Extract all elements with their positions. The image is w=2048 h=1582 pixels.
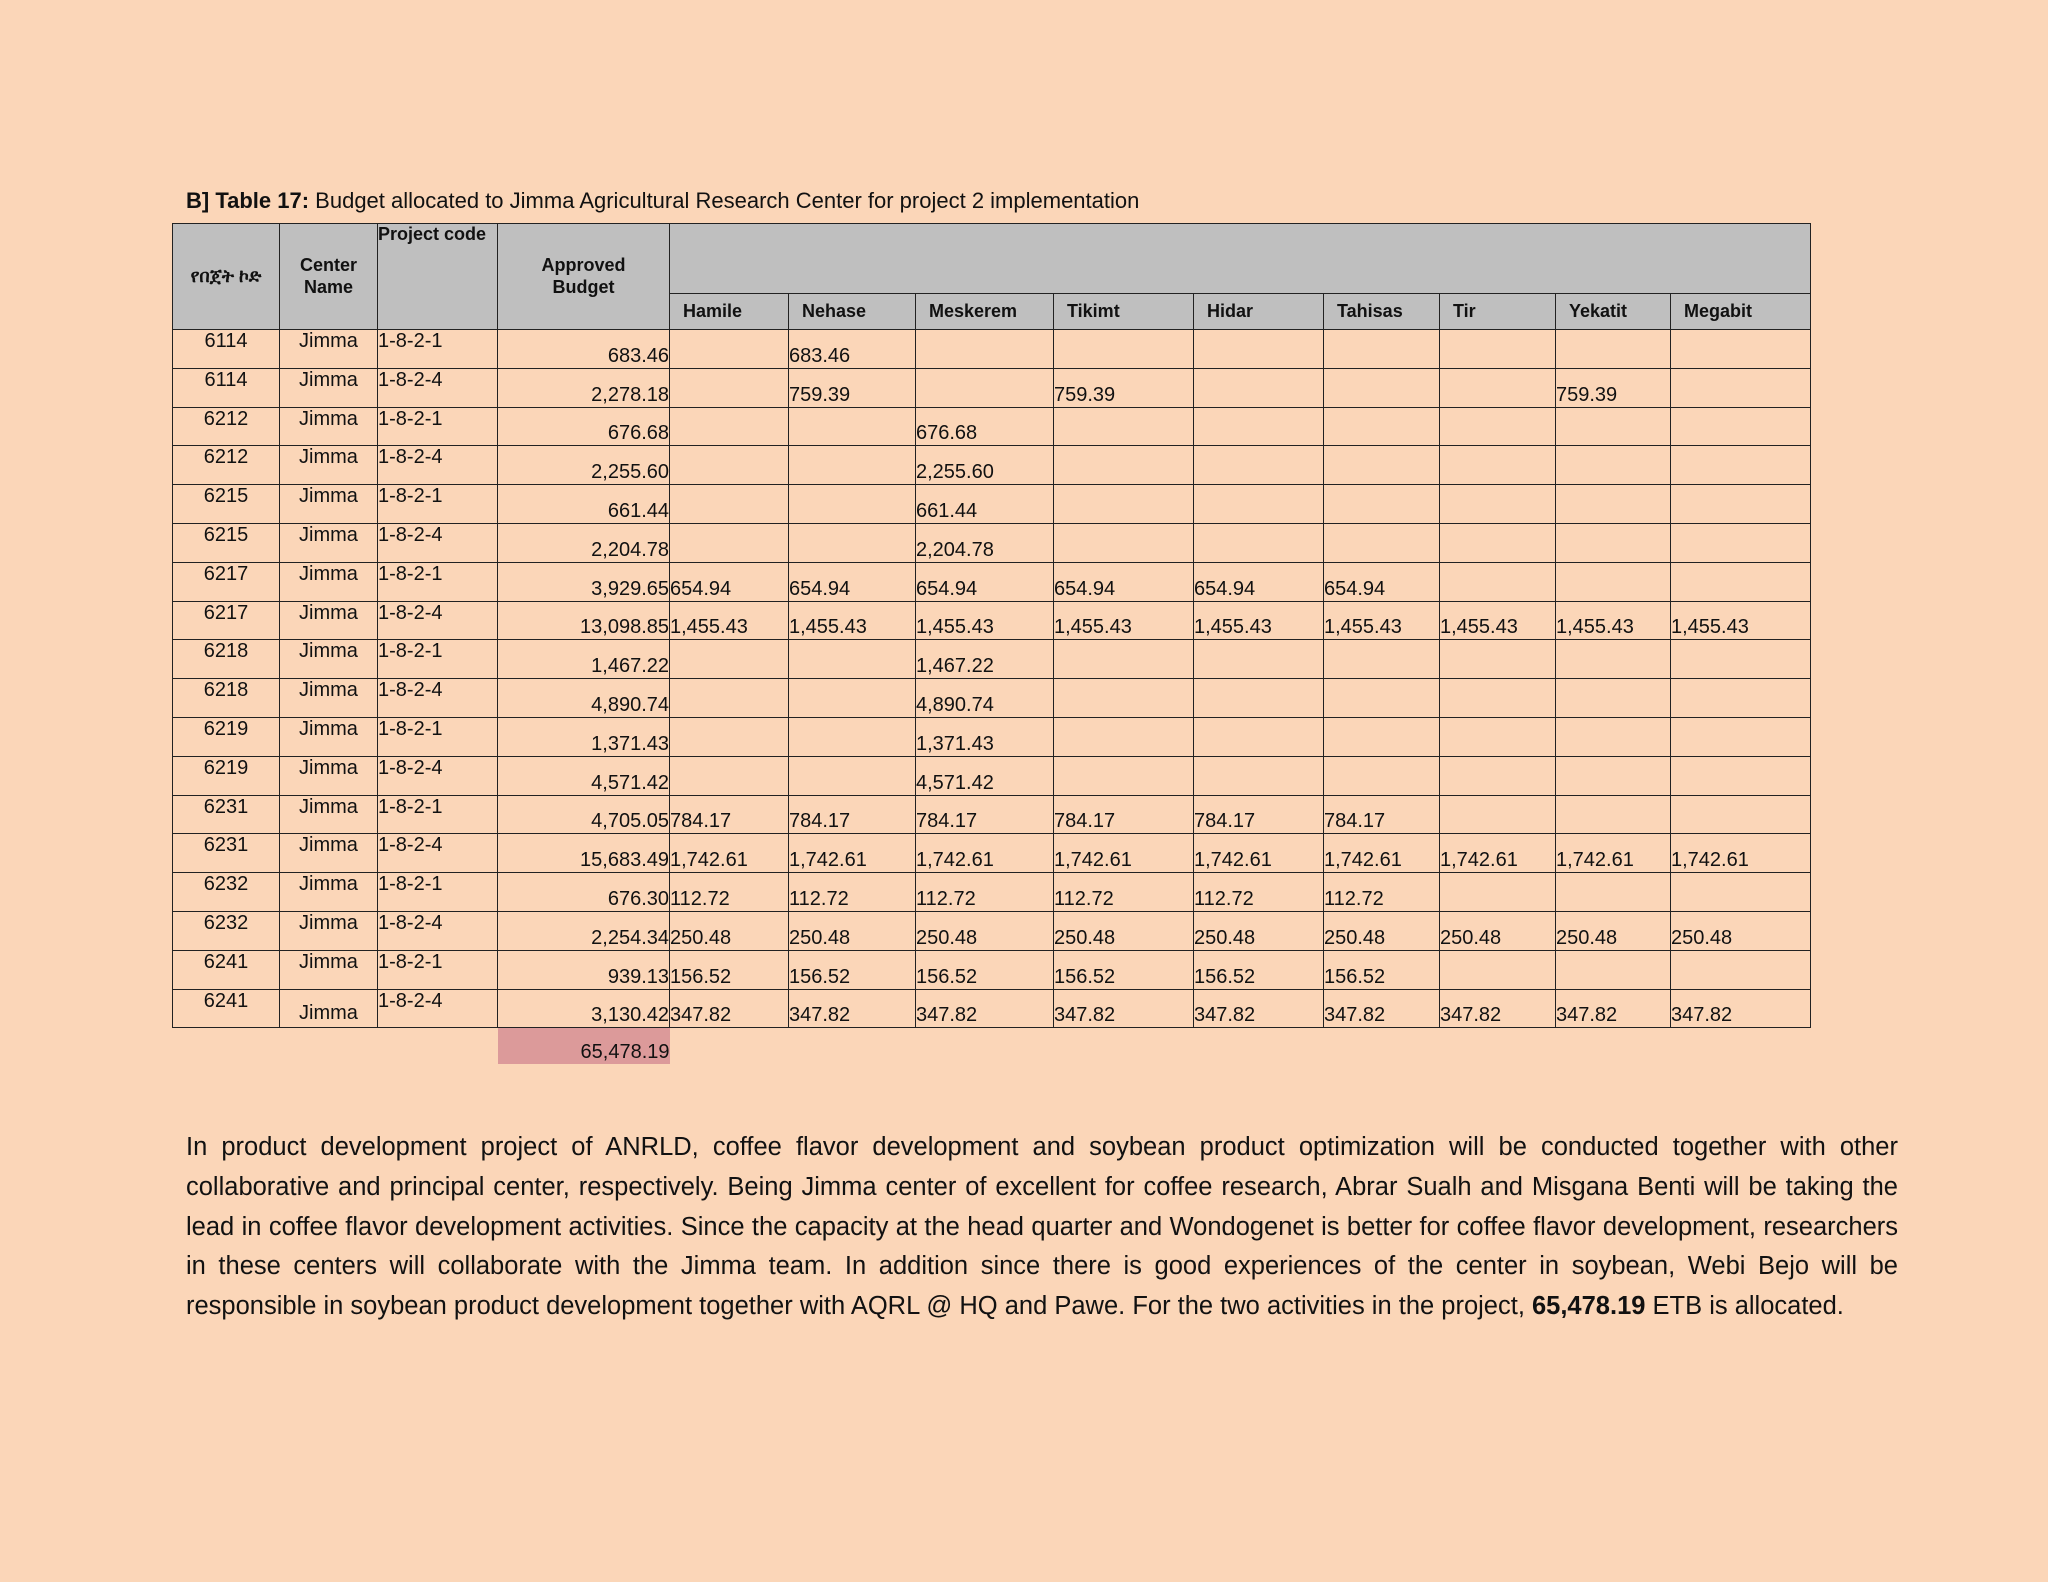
- month-amount-cell: [670, 407, 789, 446]
- month-amount-cell: [1671, 717, 1811, 756]
- center-name-cell: Jimma: [280, 756, 378, 795]
- budget-code-cell: 6241: [173, 989, 280, 1028]
- month-amount-cell: [1324, 523, 1440, 562]
- project-code-cell: 1-8-2-4: [378, 523, 498, 562]
- month-amount-cell: 112.72: [1194, 873, 1324, 912]
- month-amount-cell: [1324, 330, 1440, 369]
- center-name-cell: Jimma: [280, 679, 378, 718]
- budget-code-cell: 6215: [173, 485, 280, 524]
- month-amount-cell: [1194, 368, 1324, 407]
- header-month-megabit: Megabit: [1671, 294, 1811, 330]
- month-amount-cell: [1671, 795, 1811, 834]
- budget-code-cell: 6231: [173, 795, 280, 834]
- month-amount-cell: 1,742.61: [670, 834, 789, 873]
- total-spacer: [378, 1028, 498, 1064]
- budget-code-cell: 6215: [173, 523, 280, 562]
- month-amount-cell: 1,455.43: [1324, 601, 1440, 640]
- month-amount-cell: 654.94: [1054, 562, 1194, 601]
- month-amount-cell: [1440, 756, 1556, 795]
- budget-code-cell: 6212: [173, 446, 280, 485]
- approved-budget-cell: 4,890.74: [498, 679, 670, 718]
- month-amount-cell: 1,742.61: [1194, 834, 1324, 873]
- approved-budget-cell: 15,683.49: [498, 834, 670, 873]
- month-amount-cell: [789, 407, 916, 446]
- project-code-cell: 1-8-2-4: [378, 446, 498, 485]
- approved-budget-cell: 683.46: [498, 330, 670, 369]
- month-amount-cell: 347.82: [916, 989, 1054, 1028]
- month-amount-cell: [670, 679, 789, 718]
- month-amount-cell: 250.48: [670, 911, 789, 950]
- approved-budget-cell: 2,204.78: [498, 523, 670, 562]
- center-name-cell: Jimma: [280, 485, 378, 524]
- month-amount-cell: 250.48: [1054, 911, 1194, 950]
- month-amount-cell: 661.44: [916, 485, 1054, 524]
- table-caption-text: Budget allocated to Jimma Agricultural Research Center for project 2 implementation: [309, 188, 1140, 213]
- month-amount-cell: 1,467.22: [916, 640, 1054, 679]
- budget-code-cell: 6232: [173, 873, 280, 912]
- approved-budget-cell: 676.30: [498, 873, 670, 912]
- table-row: [173, 989, 1811, 1028]
- month-amount-cell: [1440, 407, 1556, 446]
- month-amount-cell: 1,455.43: [670, 601, 789, 640]
- month-amount-cell: [1194, 640, 1324, 679]
- month-amount-cell: 784.17: [1054, 795, 1194, 834]
- table-row: [173, 485, 1811, 524]
- month-amount-cell: 347.82: [789, 989, 916, 1028]
- month-amount-cell: [1194, 717, 1324, 756]
- total-spacer: [280, 1028, 378, 1064]
- table-row: [173, 873, 1811, 912]
- header-project-code: Project code: [378, 224, 498, 330]
- month-amount-cell: 2,255.60: [916, 446, 1054, 485]
- month-amount-cell: [1054, 407, 1194, 446]
- month-amount-cell: [1671, 523, 1811, 562]
- approved-budget-cell: 1,371.43: [498, 717, 670, 756]
- month-amount-cell: [1556, 950, 1671, 989]
- month-amount-cell: 347.82: [670, 989, 789, 1028]
- month-amount-cell: [1671, 330, 1811, 369]
- month-amount-cell: [1194, 679, 1324, 718]
- month-amount-cell: 250.48: [1324, 911, 1440, 950]
- month-amount-cell: 112.72: [916, 873, 1054, 912]
- month-amount-cell: [1556, 795, 1671, 834]
- month-amount-cell: [1194, 485, 1324, 524]
- month-amount-cell: [1440, 446, 1556, 485]
- table-caption-prefix: B] Table 17:: [186, 188, 310, 213]
- project-code-cell: 1-8-2-4: [378, 368, 498, 407]
- month-amount-cell: [670, 640, 789, 679]
- month-amount-cell: 654.94: [1324, 562, 1440, 601]
- month-amount-cell: 1,742.61: [789, 834, 916, 873]
- month-amount-cell: 347.82: [1671, 989, 1811, 1028]
- month-amount-cell: 1,455.43: [916, 601, 1054, 640]
- center-name-cell: Jimma: [280, 523, 378, 562]
- project-code-cell: 1-8-2-4: [378, 989, 498, 1028]
- month-amount-cell: 347.82: [1556, 989, 1671, 1028]
- table-row: [173, 640, 1811, 679]
- month-amount-cell: 2,204.78: [916, 523, 1054, 562]
- project-code-cell: 1-8-2-4: [378, 834, 498, 873]
- header-month-tahisas: Tahisas: [1324, 294, 1440, 330]
- month-amount-cell: [1556, 446, 1671, 485]
- month-amount-cell: [1556, 562, 1671, 601]
- month-amount-cell: 156.52: [916, 950, 1054, 989]
- month-amount-cell: 156.52: [1194, 950, 1324, 989]
- table-row: [173, 601, 1811, 640]
- month-amount-cell: [1194, 523, 1324, 562]
- approved-budget-cell: 13,098.85: [498, 601, 670, 640]
- budget-code-cell: 6217: [173, 601, 280, 640]
- month-amount-cell: [1556, 330, 1671, 369]
- total-row: [173, 1028, 1811, 1064]
- project-code-cell: 1-8-2-4: [378, 756, 498, 795]
- month-amount-cell: [1054, 523, 1194, 562]
- month-amount-cell: [1671, 640, 1811, 679]
- project-code-cell: 1-8-2-1: [378, 873, 498, 912]
- budget-code-cell: 6212: [173, 407, 280, 446]
- table-row: [173, 795, 1811, 834]
- budget-code-cell: 6219: [173, 756, 280, 795]
- month-amount-cell: 250.48: [1194, 911, 1324, 950]
- month-amount-cell: 1,455.43: [1671, 601, 1811, 640]
- month-amount-cell: [789, 485, 916, 524]
- month-amount-cell: [670, 523, 789, 562]
- month-amount-cell: [1054, 756, 1194, 795]
- month-amount-cell: [1671, 368, 1811, 407]
- approved-budget-cell: 4,571.42: [498, 756, 670, 795]
- month-amount-cell: [1054, 640, 1194, 679]
- total-spacer: [670, 1028, 1811, 1064]
- month-amount-cell: [1324, 640, 1440, 679]
- month-amount-cell: 759.39: [1054, 368, 1194, 407]
- table-row: [173, 562, 1811, 601]
- month-amount-cell: [670, 756, 789, 795]
- month-amount-cell: 250.48: [916, 911, 1054, 950]
- month-amount-cell: [916, 368, 1054, 407]
- project-code-cell: 1-8-2-1: [378, 640, 498, 679]
- month-amount-cell: [1054, 717, 1194, 756]
- table-body: [173, 330, 1811, 1028]
- month-amount-cell: 156.52: [1054, 950, 1194, 989]
- month-amount-cell: [1054, 446, 1194, 485]
- month-amount-cell: [1440, 795, 1556, 834]
- project-code-cell: 1-8-2-1: [378, 330, 498, 369]
- month-amount-cell: 1,455.43: [1054, 601, 1194, 640]
- month-amount-cell: [1671, 873, 1811, 912]
- header-month-tikimt: Tikimt: [1054, 294, 1194, 330]
- approved-budget-cell: 2,255.60: [498, 446, 670, 485]
- month-amount-cell: 759.39: [1556, 368, 1671, 407]
- month-amount-cell: [1440, 562, 1556, 601]
- project-code-cell: 1-8-2-4: [378, 679, 498, 718]
- month-amount-cell: [1440, 485, 1556, 524]
- month-amount-cell: [670, 717, 789, 756]
- header-row: [173, 224, 1811, 294]
- month-amount-cell: [1440, 873, 1556, 912]
- month-amount-cell: 156.52: [670, 950, 789, 989]
- approved-budget-cell: 939.13: [498, 950, 670, 989]
- month-amount-cell: [1324, 368, 1440, 407]
- month-amount-cell: 784.17: [1324, 795, 1440, 834]
- month-amount-cell: 683.46: [789, 330, 916, 369]
- month-amount-cell: 250.48: [1556, 911, 1671, 950]
- month-amount-cell: 250.48: [1671, 911, 1811, 950]
- month-amount-cell: [1440, 679, 1556, 718]
- month-amount-cell: 759.39: [789, 368, 916, 407]
- center-name-cell: Jimma: [280, 601, 378, 640]
- month-amount-cell: [1440, 717, 1556, 756]
- total-approved-budget: 65,478.19: [498, 1028, 670, 1064]
- budget-code-cell: 6218: [173, 679, 280, 718]
- project-code-cell: 1-8-2-1: [378, 717, 498, 756]
- table-row: [173, 330, 1811, 369]
- month-amount-cell: 654.94: [670, 562, 789, 601]
- month-amount-cell: [1556, 873, 1671, 912]
- month-amount-cell: [1440, 523, 1556, 562]
- month-amount-cell: [1556, 756, 1671, 795]
- budget-code-cell: 6219: [173, 717, 280, 756]
- header-budget-code: የበጀት ኮድ: [173, 224, 280, 330]
- month-amount-cell: [1440, 330, 1556, 369]
- month-amount-cell: 4,571.42: [916, 756, 1054, 795]
- month-amount-cell: 676.68: [916, 407, 1054, 446]
- month-amount-cell: [1440, 368, 1556, 407]
- month-amount-cell: 1,742.61: [1440, 834, 1556, 873]
- table-row: [173, 950, 1811, 989]
- month-amount-cell: 654.94: [1194, 562, 1324, 601]
- center-name-cell: Jimma: [280, 446, 378, 485]
- month-amount-cell: [1556, 523, 1671, 562]
- month-amount-cell: [1671, 562, 1811, 601]
- month-amount-cell: 156.52: [1324, 950, 1440, 989]
- month-amount-cell: [1671, 756, 1811, 795]
- month-amount-cell: [1194, 407, 1324, 446]
- month-amount-cell: [670, 485, 789, 524]
- month-amount-cell: [789, 756, 916, 795]
- header-month-hamile: Hamile: [670, 294, 789, 330]
- budget-code-cell: 6232: [173, 911, 280, 950]
- center-name-cell: Jimma: [280, 834, 378, 873]
- table-row: [173, 911, 1811, 950]
- month-amount-cell: 1,455.43: [1440, 601, 1556, 640]
- month-amount-cell: [789, 717, 916, 756]
- month-amount-cell: 112.72: [789, 873, 916, 912]
- center-name-cell: Jimma: [280, 368, 378, 407]
- month-amount-cell: [1324, 717, 1440, 756]
- month-amount-cell: 347.82: [1324, 989, 1440, 1028]
- approved-budget-cell: 1,467.22: [498, 640, 670, 679]
- table-row: [173, 407, 1811, 446]
- month-amount-cell: 1,742.61: [1324, 834, 1440, 873]
- month-amount-cell: [1556, 407, 1671, 446]
- month-amount-cell: [1054, 485, 1194, 524]
- center-name-cell: Jimma: [280, 911, 378, 950]
- month-amount-cell: [1556, 485, 1671, 524]
- month-amount-cell: [1054, 679, 1194, 718]
- approved-budget-cell: 2,278.18: [498, 368, 670, 407]
- month-amount-cell: [1194, 446, 1324, 485]
- table-row: [173, 834, 1811, 873]
- month-amount-cell: 347.82: [1440, 989, 1556, 1028]
- table-caption: [186, 188, 1139, 214]
- month-amount-cell: [1324, 407, 1440, 446]
- month-amount-cell: [789, 640, 916, 679]
- month-amount-cell: 1,455.43: [789, 601, 916, 640]
- month-amount-cell: 1,742.61: [916, 834, 1054, 873]
- month-amount-cell: 784.17: [916, 795, 1054, 834]
- month-amount-cell: 112.72: [670, 873, 789, 912]
- budget-code-cell: 6114: [173, 330, 280, 369]
- approved-budget-cell: 3,929.65: [498, 562, 670, 601]
- center-name-cell: Jimma: [280, 717, 378, 756]
- month-amount-cell: 1,742.61: [1054, 834, 1194, 873]
- month-amount-cell: [916, 330, 1054, 369]
- month-amount-cell: 250.48: [1440, 911, 1556, 950]
- center-name-cell: Jimma: [280, 795, 378, 834]
- header-month-hidar: Hidar: [1194, 294, 1324, 330]
- month-amount-cell: 4,890.74: [916, 679, 1054, 718]
- project-code-cell: 1-8-2-1: [378, 485, 498, 524]
- month-amount-cell: 1,371.43: [916, 717, 1054, 756]
- month-amount-cell: 112.72: [1324, 873, 1440, 912]
- month-amount-cell: 784.17: [1194, 795, 1324, 834]
- month-amount-cell: 250.48: [789, 911, 916, 950]
- month-amount-cell: [789, 679, 916, 718]
- approved-budget-cell: 2,254.34: [498, 911, 670, 950]
- header-month-yekatit: Yekatit: [1556, 294, 1671, 330]
- month-amount-cell: [1324, 679, 1440, 718]
- table-row: [173, 368, 1811, 407]
- project-code-cell: 1-8-2-4: [378, 601, 498, 640]
- paragraph-text-end: ETB is allocated.: [1645, 1292, 1844, 1321]
- month-amount-cell: 654.94: [789, 562, 916, 601]
- budget-table: [172, 223, 1811, 1064]
- month-amount-cell: 784.17: [670, 795, 789, 834]
- month-amount-cell: [1440, 640, 1556, 679]
- center-name-cell: Jimma: [280, 407, 378, 446]
- month-amount-cell: 1,742.61: [1556, 834, 1671, 873]
- approved-budget-cell: 661.44: [498, 485, 670, 524]
- month-amount-cell: 112.72: [1054, 873, 1194, 912]
- table-row: [173, 679, 1811, 718]
- budget-code-cell: 6217: [173, 562, 280, 601]
- month-amount-cell: [670, 368, 789, 407]
- header-months-group: [670, 224, 1811, 294]
- month-amount-cell: [1671, 679, 1811, 718]
- month-amount-cell: [1440, 950, 1556, 989]
- project-code-cell: 1-8-2-1: [378, 950, 498, 989]
- table-row: [173, 446, 1811, 485]
- approved-budget-cell: 4,705.05: [498, 795, 670, 834]
- month-amount-cell: [1556, 640, 1671, 679]
- month-amount-cell: [670, 446, 789, 485]
- header-approved-budget: Approved Budget: [498, 224, 670, 330]
- budget-code-cell: 6231: [173, 834, 280, 873]
- month-amount-cell: [1671, 485, 1811, 524]
- project-code-cell: 1-8-2-1: [378, 407, 498, 446]
- month-amount-cell: [789, 446, 916, 485]
- month-amount-cell: 1,455.43: [1556, 601, 1671, 640]
- month-amount-cell: 156.52: [789, 950, 916, 989]
- month-amount-cell: [1556, 717, 1671, 756]
- month-amount-cell: [1194, 330, 1324, 369]
- center-name-cell: Jimma: [280, 989, 378, 1028]
- month-amount-cell: [1556, 679, 1671, 718]
- header-month-meskerem: Meskerem: [916, 294, 1054, 330]
- description-paragraph: [186, 1128, 1898, 1327]
- month-amount-cell: [1194, 756, 1324, 795]
- center-name-cell: Jimma: [280, 562, 378, 601]
- center-name-cell: Jimma: [280, 330, 378, 369]
- month-amount-cell: 347.82: [1194, 989, 1324, 1028]
- month-amount-cell: [1324, 756, 1440, 795]
- budget-code-cell: 6241: [173, 950, 280, 989]
- month-amount-cell: 347.82: [1054, 989, 1194, 1028]
- month-amount-cell: [789, 523, 916, 562]
- table-row: [173, 717, 1811, 756]
- budget-code-cell: 6218: [173, 640, 280, 679]
- project-code-cell: 1-8-2-1: [378, 562, 498, 601]
- center-name-cell: Jimma: [280, 873, 378, 912]
- header-center-name: Center Name: [280, 224, 378, 330]
- month-amount-cell: 1,742.61: [1671, 834, 1811, 873]
- approved-budget-cell: 676.68: [498, 407, 670, 446]
- month-amount-cell: [1324, 485, 1440, 524]
- table-row: [173, 756, 1811, 795]
- month-amount-cell: [1671, 950, 1811, 989]
- table-row: [173, 523, 1811, 562]
- total-spacer: [173, 1028, 280, 1064]
- center-name-cell: Jimma: [280, 950, 378, 989]
- month-amount-cell: 1,455.43: [1194, 601, 1324, 640]
- header-month-tir: Tir: [1440, 294, 1556, 330]
- month-amount-cell: [670, 330, 789, 369]
- header-month-nehase: Nehase: [789, 294, 916, 330]
- project-code-cell: 1-8-2-1: [378, 795, 498, 834]
- paragraph-amount: 65,478.19: [1531, 1292, 1646, 1321]
- project-code-cell: 1-8-2-4: [378, 911, 498, 950]
- month-amount-cell: [1671, 446, 1811, 485]
- month-amount-cell: [1054, 330, 1194, 369]
- month-amount-cell: 654.94: [916, 562, 1054, 601]
- month-amount-cell: [1671, 407, 1811, 446]
- month-amount-cell: [1324, 446, 1440, 485]
- paragraph-text: In product development project of ANRLD, coffee flavor development and soybean product optimization will be conducted together with other collaborative and principal center, respectively. Being Jimma center of excellent for coffee research, Abrar Sualh and Misgana Benti will be taking the lead in coffee flavor development activities. Since the capacity at the head quarter and Wondogenet is better for coffee flavor development, researchers in these centers will collaborate with the Jimma team. In addition since there is good experiences of the center in soybean, Webi Bejo will be responsible in soybean product development together with AQRL @ HQ and Pawe. For the two activities in the project,: [186, 1133, 1898, 1321]
- center-name-cell: Jimma: [280, 640, 378, 679]
- budget-code-cell: 6114: [173, 368, 280, 407]
- month-amount-cell: 784.17: [789, 795, 916, 834]
- approved-budget-cell: 3,130.42: [498, 989, 670, 1028]
